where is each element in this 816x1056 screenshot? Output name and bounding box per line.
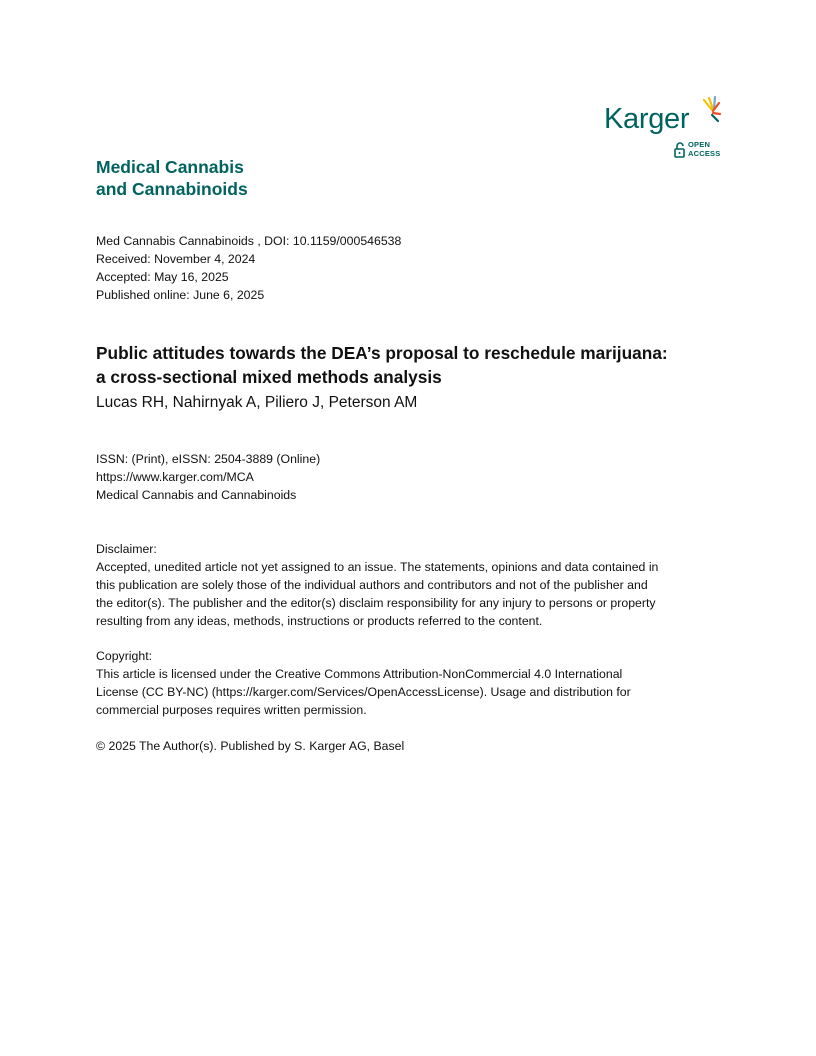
journal-title bbox=[96, 156, 396, 200]
author-list: Lucas RH, Nahirnyak A, Piliero J, Peterson AM bbox=[96, 394, 418, 411]
copyright-heading: Copyright: bbox=[96, 649, 153, 663]
open-access-line1: OPEN bbox=[688, 140, 711, 149]
karger-mark-icon bbox=[696, 96, 722, 130]
journal-name: Medical Cannabis and Cannabinoids bbox=[96, 488, 297, 502]
article-title-line2: a cross-sectional mixed methods analysis bbox=[96, 367, 442, 387]
issn-info bbox=[96, 450, 320, 504]
copyright-notice: © 2025 The Author(s). Published by S. Karger AG, Basel bbox=[96, 739, 405, 753]
copyright-section bbox=[96, 647, 726, 719]
journal-title-line1: Medical Cannabis bbox=[96, 157, 244, 177]
open-access-label bbox=[688, 140, 720, 158]
karger-logo bbox=[604, 96, 724, 162]
disclaimer-line: Accepted, unedited article not yet assigned to an issue. The statements, opinions and data contained in bbox=[96, 560, 659, 574]
disclaimer-line: this publication are solely those of the individual authors and contributors and not of the publisher and bbox=[96, 578, 648, 592]
accepted-date: Accepted: May 16, 2025 bbox=[96, 270, 229, 284]
article-title-line1: Public attitudes towards the DEA’s proposal to reschedule marijuana: bbox=[96, 343, 668, 363]
open-lock-icon bbox=[674, 142, 686, 158]
open-access-line2: ACCESS bbox=[688, 149, 721, 158]
copyright-line: This article is licensed under the Creative Commons Attribution-NonCommercial 4.0 International bbox=[96, 667, 623, 681]
received-date: Received: November 4, 2024 bbox=[96, 252, 256, 266]
copyright-line: License (CC BY-NC) (https://karger.com/Services/OpenAccessLicense). Usage and distribution for bbox=[96, 685, 631, 699]
disclaimer-line: resulting from any ideas, methods, instructions or products referred to the content. bbox=[96, 614, 543, 628]
journal-url: https://www.karger.com/MCA bbox=[96, 470, 254, 484]
published-date: Published online: June 6, 2025 bbox=[96, 288, 265, 302]
disclaimer-section bbox=[96, 540, 726, 630]
article-title bbox=[96, 341, 736, 389]
journal-title-line2: and Cannabinoids bbox=[96, 179, 248, 199]
karger-wordmark: Karger bbox=[604, 103, 690, 135]
issn-line: ISSN: (Print), eISSN: 2504-3889 (Online) bbox=[96, 452, 321, 466]
disclaimer-heading: Disclaimer: bbox=[96, 542, 157, 556]
copyright-line: commercial purposes requires written permission. bbox=[96, 703, 367, 717]
citation-doi: Med Cannabis Cannabinoids , DOI: 10.1159/000546538 bbox=[96, 234, 402, 248]
article-metadata bbox=[96, 232, 401, 304]
disclaimer-line: the editor(s). The publisher and the editor(s) disclaim responsibility for any injury to persons or property bbox=[96, 596, 656, 610]
open-access-badge bbox=[674, 140, 724, 160]
